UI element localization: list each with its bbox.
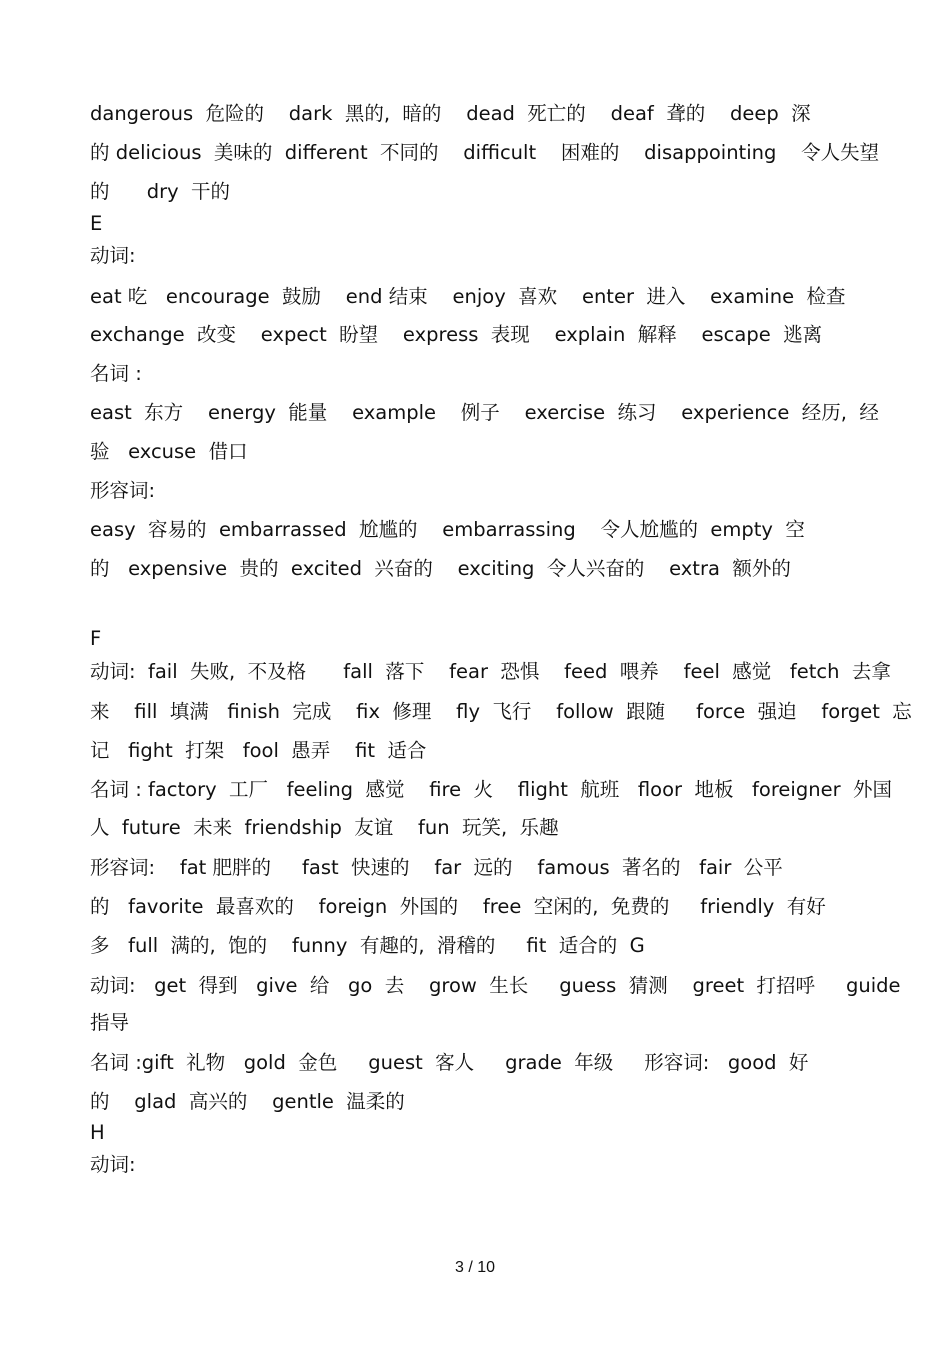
text-line: 人 future 未来 friendship 友谊 fun 玩笑, 乐趣 (90, 816, 559, 839)
section-letter-e: E (90, 212, 103, 235)
text-line: 多 full 满的, 饱的 funny 有趣的, 滑稽的 fit 适合的 G (90, 934, 645, 957)
text-line: exchange 改变 expect 盼望 express 表现 explain 解释 escape 逃离 (90, 323, 823, 346)
text-line: 的 glad 高兴的 gentle 温柔的 (90, 1090, 405, 1113)
page-number: 3 / 10 (454, 1259, 496, 1276)
text-line: 指导 (90, 1011, 130, 1034)
section-letter-f: F (90, 627, 102, 650)
section-label-adjectives: 形容词: (90, 479, 156, 502)
text-line: 形容词: fat 肥胖的 fast 快速的 far 远的 famous 著名的 fair 公平 (90, 856, 783, 879)
section-label-verbs: 动词: (90, 244, 136, 267)
text-line: dangerous 危险的 dark 黑的, 暗的 dead 死亡的 deaf 聋的 deep 深 (90, 102, 811, 125)
section-label-verbs: 动词: (90, 1153, 136, 1176)
section-label-nouns: 名词 : (90, 362, 142, 385)
section-letter-h: H (90, 1121, 105, 1144)
text-line: east 东方 energy 能量 example 例子 exercise 练习 experience 经历, 经 (90, 401, 879, 424)
text-line: 来 fill 填满 finish 完成 fix 修理 fly 飞行 follow 跟随 force 强迫 forget 忘 (90, 700, 912, 723)
text-line: 的 favorite 最喜欢的 foreign 外国的 free 空闲的, 免费的 friendly 有好 (90, 895, 826, 918)
text-line: 名词 :gift 礼物 gold 金色 guest 客人 grade 年级 形容词: good 好 (90, 1051, 809, 1074)
text-line: 动词: fail 失败, 不及格 fall 落下 fear 恐惧 feed 喂养 feel 感觉 fetch 去拿 (90, 660, 891, 683)
text-line: easy 容易的 embarrassed 尬尴的 embarrassing 令人尬尴的 empty 空 (90, 518, 805, 541)
text-line: 动词: get 得到 give 给 go 去 grow 生长 guess 猜测 greet 打招呼 guide (90, 974, 901, 997)
text-line: 记 fight 打架 fool 愚弄 fit 适合 (90, 739, 427, 762)
text-line: eat 吃 encourage 鼓励 end 结束 enjoy 喜欢 enter 进入 examine 检查 (90, 285, 846, 308)
text-line: 的 expensive 贵的 excited 兴奋的 exciting 令人兴奋的 extra 额外的 (90, 557, 791, 580)
text-line: 的 delicious 美味的 different 不同的 difficult 困难的 disappointing 令人失望 (90, 141, 880, 164)
text-line: 名词 : factory 工厂 feeling 感觉 fire 火 flight 航班 floor 地板 foreigner 外国 (90, 778, 892, 801)
text-line: 的 dry 干的 (90, 180, 231, 203)
text-line: 验 excuse 借口 (90, 440, 248, 463)
